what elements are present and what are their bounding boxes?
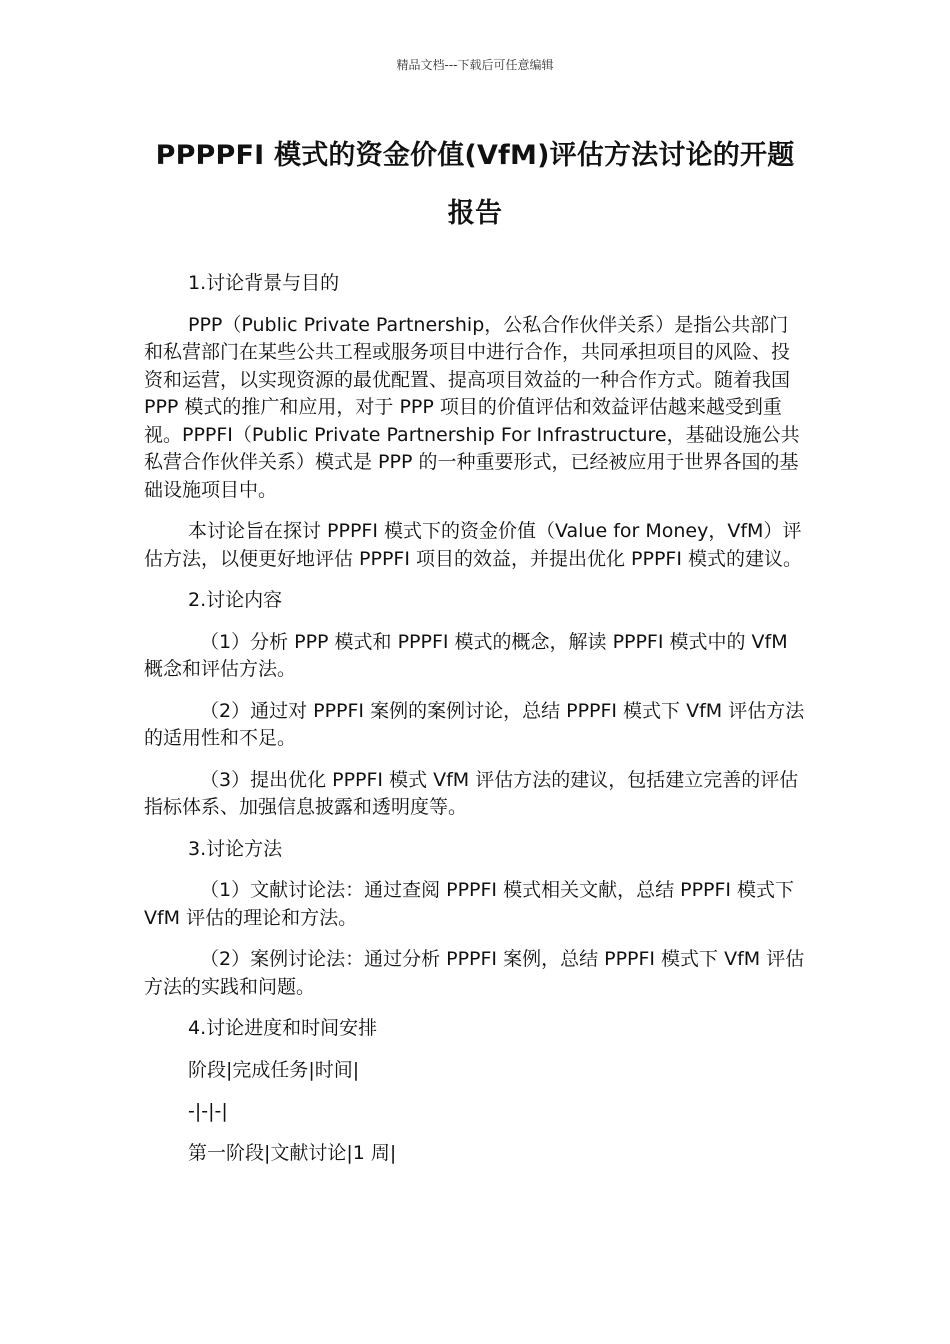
schedule-table-separator-row: -|-|-| xyxy=(188,1100,228,1122)
schedule-table-header-row: 阶段|完成任务|时间| xyxy=(188,1058,360,1081)
section-heading-content: 2.讨论内容 xyxy=(188,589,283,611)
paragraph-purpose: 本讨论旨在探讨 PPPFI 模式下的资金价值（Value for Money，VfM）评估方法，以便更好地评估 PPPFI 项目的效益，并提出优化 PPPFI 模式的建议。 xyxy=(144,520,802,570)
schedule-table-row: 第一阶段|文献讨论|1 周| xyxy=(188,1141,397,1164)
method-item-1: （1）文献讨论法：通过查阅 PPPFI 模式相关文献，总结 PPPFI 模式下 VfM 评估的理论和方法。 xyxy=(144,879,795,929)
section-heading-methods: 3.讨论方法 xyxy=(188,837,283,860)
document-title xyxy=(120,127,830,243)
content-item-1: （1）分析 PPP 模式和 PPPFI 模式的概念，解读 PPPFI 模式中的 VfM 概念和评估方法。 xyxy=(144,630,788,680)
header-note: 精品文档---下载后可任意编辑 xyxy=(396,58,554,72)
section-heading-background: 1.讨论背景与目的 xyxy=(188,272,340,294)
document-title-line-1: PPPPFI 模式的资金价值(VfM)评估方法讨论的开题 xyxy=(155,140,795,171)
method-item-2: （2）案例讨论法：通过分析 PPPFI 案例，总结 PPPFI 模式下 VfM 评估方法的实践和问题。 xyxy=(144,948,805,998)
content-item-2: （2）通过对 PPPFI 案例的案例讨论，总结 PPPFI 模式下 VfM 评估方法的适用性和不足。 xyxy=(144,699,805,749)
document-body xyxy=(144,270,806,1181)
paragraph-ppp-definition: PPP（Public Private Partnership，公私合作伙伴关系）是指公共部门和私营部门在某些公共工程或服务项目中进行合作，共同承担项目的风险、投资和运营，以实现资源的最优配置、提高项目效益的一种合作方式。随着我国 PPP 模式的推广和应用，对于 PPP 项目的价值评估和效益评估越来越受到重视。PPPFI（Public Private Partnership For Infrastructure，基础设施公共私营合作伙伴关系）模式是 PPP 的一种重要形式，已经被应用于世界各国的基础设施项目中。 xyxy=(144,313,800,501)
document-title-line-2: 报告 xyxy=(447,198,503,229)
section-heading-schedule: 4.讨论进度和时间安排 xyxy=(188,1017,378,1039)
content-item-3: （3）提出优化 PPPFI 模式 VfM 评估方法的建议，包括建立完善的评估指标体系、加强信息披露和透明度等。 xyxy=(144,768,799,818)
